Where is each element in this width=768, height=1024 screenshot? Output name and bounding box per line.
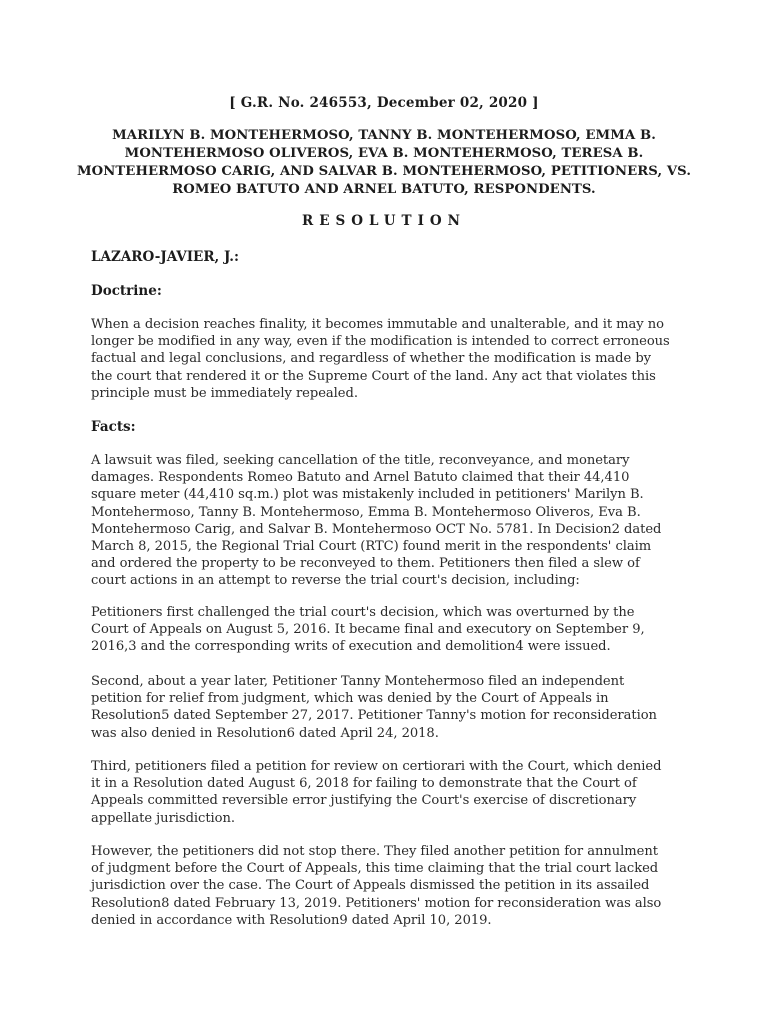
facts-paragraph-2: Petitioners first challenged the trial court's decision, which was overturned by the Court of Appeals on August 5, 2016. It became final and executory on September 9, 2016,3 and the corresponding writs of execution and demolition4 were issued. xyxy=(91,605,645,655)
doctrine-paragraph: When a decision reaches finality, it becomes immutable and unalterable, and it may no longer be modified in any way, even if the modification is intended to correct erroneous factual and legal conclusions, and regardless of whether the modification is made by the court that rendered it or the Supreme Court of the land. Any act that violates this principle must be immediately repealed. xyxy=(91,317,670,401)
facts-paragraph-5: However, the petitioners did not stop there. They filed another petition for annulment of judgment before the Court of Appeals, this time claiming that the trial court lacked jurisdiction over the case. The Court of Appeals dismissed the petition in its assailed Resolution8 dated February 13, 2019. Petitioners' motion for reconsideration was also denied in accordance with Resolution9 dated April 10, 2019. xyxy=(91,844,662,928)
case-parties: MARILYN B. MONTEHERMOSO, TANNY B. MONTEHERMOSO, EMMA B. MONTEHERMOSO OLIVEROS, EVA B. MONTEHERMOSO, TERESA B. MONTEHERMOSO CARIG, AND SALVAR B. MONTEHERMOSO, PETITIONERS, VS. ROMEO BATUTO AND ARNEL BATUTO, RESPONDENTS. xyxy=(76,128,692,197)
facts-paragraph-4: Third, petitioners filed a petition for review on certiorari with the Court, which denied it in a Resolution dated August 6, 2018 for failing to demonstrate that the Court of Appeals committed reversible error justifying the Court's exercise of discretionary appellate jurisdiction. xyxy=(91,759,662,826)
facts-paragraph-1: A lawsuit was filed, seeking cancellation of the title, reconveyance, and monetary damages. Respondents Romeo Batuto and Arnel Batuto claimed that their 44,410 square meter (44,410 sq.m.) plot was mistakenly included in petitioners' Marilyn B. Montehermoso, Tanny B. Montehermoso, Emma B. Montehermoso Oliveros, Eva B. Montehermoso Carig, and Salvar B. Montehermoso OCT No. 5781. In Decision2 dated March 8, 2015, the Regional Trial Court (RTC) found merit in the respondents' claim and ordered the property to be reconveyed to them. Petitioners then filed a slew of court actions in an attempt to reverse the trial court's decision, including: xyxy=(91,453,662,589)
doctrine-heading: Doctrine: xyxy=(91,283,162,299)
resolution-title: RESOLUTION xyxy=(301,213,466,229)
case-number: [ G.R. No. 246553, December 02, 2020 ] xyxy=(229,95,539,111)
facts-heading: Facts: xyxy=(91,419,136,435)
facts-paragraph-3: Second, about a year later, Petitioner Tanny Montehermoso filed an independent petition for relief from judgment, which was denied by the Court of Appeals in Resolution5 dated September 27, 2017. Petitioner Tanny's motion for reconsideration was also denied in Resolution6 dated April 24, 2018. xyxy=(91,674,657,741)
ponente: LAZARO-JAVIER, J.: xyxy=(91,249,239,265)
